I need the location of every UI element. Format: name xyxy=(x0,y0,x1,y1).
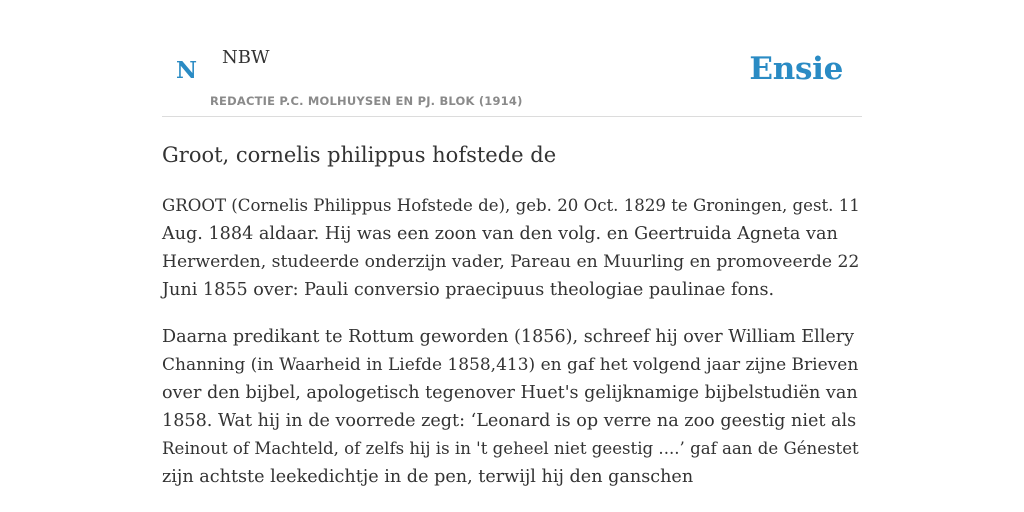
source-subtitle: REDACTIE P.C. MOLHUYSEN EN PJ. BLOK (1914) xyxy=(210,94,523,108)
paragraph-line: Reinout of Machteld, of zelfs hij is in 't geheel niet geestig ....’ gaf aan de Génestet xyxy=(162,439,859,458)
ensie-logo[interactable]: Ensie xyxy=(749,51,843,87)
paragraph-line: over den bijbel, apologetisch tegenover Huet's gelijknamige bijbelstudiën van xyxy=(162,383,858,403)
paragraph-line: Aug. 1884 aldaar. Hij was een zoon van den volg. en Geertruida Agneta van xyxy=(162,224,838,244)
article-paragraph-2 xyxy=(162,323,862,491)
source-header xyxy=(162,0,862,117)
paragraph-line: GROOT (Cornelis Philippus Hofstede de), geb. 20 Oct. 1829 te Groningen, gest. 11 xyxy=(162,196,860,215)
paragraph-line: 1858. Wat hij in de voorrede zegt: ‘Leonard is op verre na zoo geestig niet als xyxy=(162,411,857,431)
paragraph-line: Daarna predikant te Rottum geworden (1856), schreef hij over William Ellery xyxy=(162,327,855,347)
paragraph-line: Herwerden, studeerde onderzijn vader, Pareau en Muurling en promoveerde 22 xyxy=(162,252,860,272)
article-title: Groot, cornelis philippus hofstede de xyxy=(162,143,557,167)
source-title[interactable]: NBW xyxy=(222,47,270,68)
article-body xyxy=(162,140,862,491)
paragraph-line: Channing (in Waarheid in Liefde 1858,413) en gaf het volgend jaar zijne Brieven xyxy=(162,355,859,375)
paragraph-line: Juni 1855 over: Pauli conversio praecipuus theologiae paulinae fons. xyxy=(162,280,775,300)
article-paragraph-1 xyxy=(162,192,862,304)
source-logo-letter[interactable]: N xyxy=(176,57,198,84)
paragraph-line: zijn achtste leekedichtje in de pen, terwijl hij den ganschen xyxy=(162,467,694,487)
